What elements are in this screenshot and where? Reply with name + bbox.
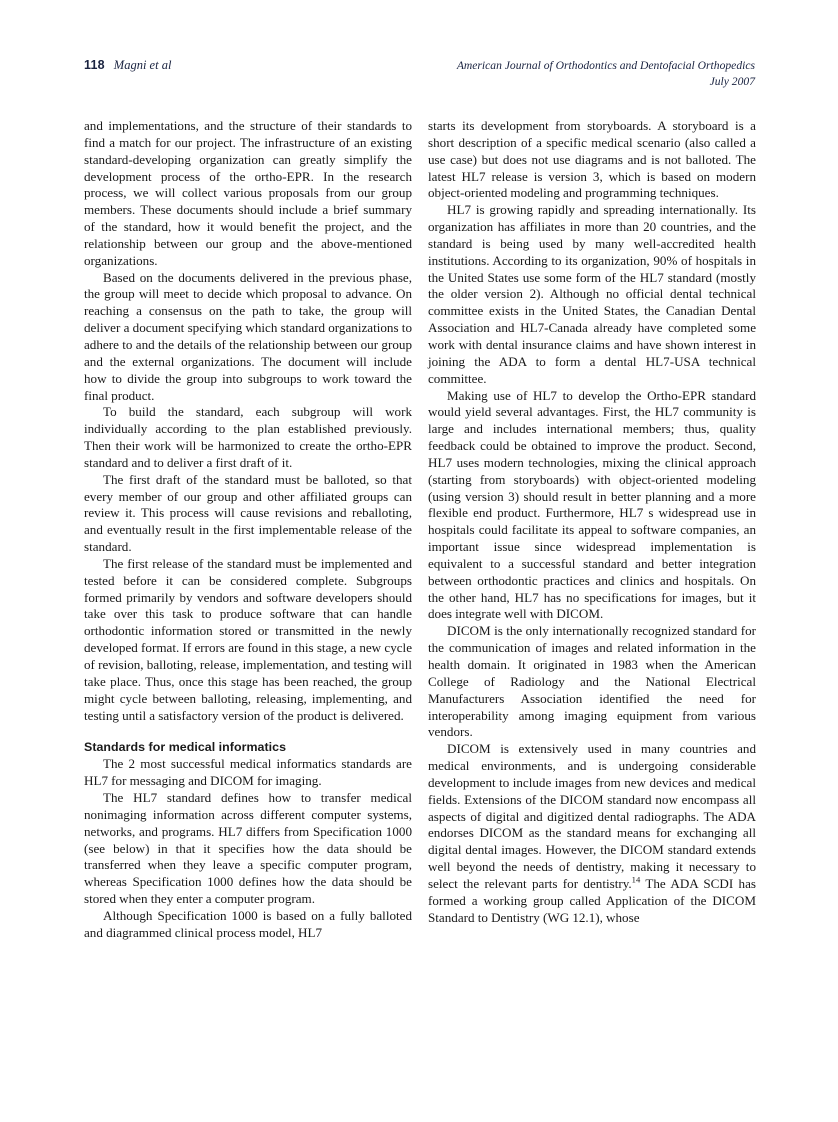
running-head-authors: Magni et al	[113, 58, 172, 72]
journal-issue-date: July 2007	[709, 75, 755, 89]
paragraph: starts its development from storyboards. A storyboard is a short description of a specific medical scenario (also called a use case) but does not use diagrams and is not balloted. The latest HL7 release is version 3, which is based on modern object-oriented modeling and programming techniques.	[428, 118, 756, 201]
left-column	[84, 118, 412, 1078]
section-heading: Standards for medical informatics	[84, 740, 287, 755]
paragraph: and implementations, and the structure of their standards to find a match for our project. The infrastructure of an existing standard-developing organization can greatly simplify the development process of the ortho-EPR. In the research process, we will collect various proposals from our group members. These documents should include a brief summary of the standard, how it would benefit the project, and the relationship between our group and the above-mentioned organizations.	[84, 118, 412, 268]
paragraph: The HL7 standard defines how to transfer medical nonimaging information across different computer systems, networks, and programs. HL7 differs from Specification 1000 (see below) in that it specifies how the data should be transferred when they leave a specific computer program, whereas Specification 1000 defines how the data should be stored when they enter a computer program.	[84, 790, 412, 907]
paragraph-text-before-reference: DICOM is extensively used in many countries and medical environments, and is undergoing considerable development to include images from new devices and medical fields. Extensions of the DICOM standard now encompass all aspects of digital and digitized dental radiographs. The ADA endorses DICOM as the standard means for exchanging all digital dental images. However, the DICOM standard extends well beyond the needs of dentistry, making it necessary to select the relevant parts for dentistry.	[428, 741, 756, 891]
paragraph: HL7 is growing rapidly and spreading internationally. Its organization has affiliates in more than 20 countries, and the standard is being used by many well-accredited health institutions. According to its organization, 90% of hospitals in the United States use some form of the HL7 standard (mostly the older version 2). Although no official dental technical committee exists in the United States, the Canadian Dental Association and HL7-Canada already have completed some work with dental insurance claims and have shown interest in joining the ADA to form a dental HL7-USA technical committee.	[428, 202, 756, 386]
paragraph-text-after-reference: The ADA SCDI has formed a working group called Application of the DICOM Standard to Dentistry (WG 12.1), whose	[428, 875, 756, 925]
running-head-right	[457, 58, 755, 91]
paragraph: The first release of the standard must be implemented and tested before it can be considered complete. Subgroups formed primarily by vendors and software developers should take over this task to produce software that can handle orthodontic information stored or transmitted in the newly developed format. If errors are found in this stage, a new cycle of revision, balloting, release, implementation, and testing will take place. Thus, once this stage has been reached, the group might cycle between balloting, releasing, implementing, and testing until a satisfactory version of the product is delivered.	[84, 555, 412, 723]
paragraph: Although Specification 1000 is based on a fully balloted and diagrammed clinical process model, HL7	[84, 907, 412, 940]
page-number: 118	[84, 58, 105, 72]
running-head-left	[84, 58, 171, 73]
running-head	[84, 58, 755, 91]
paragraph: To build the standard, each subgroup will work individually according to the plan established previously. Then their work will be harmonized to create the ortho-EPR standard and to deliver a first draft of it.	[84, 404, 412, 470]
body-columns	[84, 118, 756, 1078]
journal-title: American Journal of Orthodontics and Dentofacial Orthopedics	[456, 59, 755, 72]
paragraph: The 2 most successful medical informatics standards are HL7 for messaging and DICOM for imaging.	[84, 756, 412, 789]
reference-marker: 14	[631, 874, 641, 885]
paragraph: DICOM is the only internationally recognized standard for the communication of images and related information in the health domain. It originated in 1983 when the American College of Radiology and the National Electrical Manufacturers Association identified the need for interoperability among imaging equipment from various vendors.	[428, 623, 756, 740]
paragraph: Based on the documents delivered in the previous phase, the group will meet to decide which proposal to advance. On reaching a consensus on the path to take, the group will deliver a document specifying which standard organizations to adhere to and the details of the relationship between our group and the external organizations. The document will include how to divide the group into subgroups to work toward the final product.	[84, 269, 412, 403]
right-column	[428, 118, 756, 1078]
paragraph-with-reference	[428, 741, 756, 926]
paragraph: Making use of HL7 to develop the Ortho-EPR standard would yield several advantages. First, the HL7 community is large and includes international members; thus, quality feedback could be obtained to improve the product. Second, HL7 uses modern technologies, mixing the clinical approach (starting from storyboards) with object-oriented modeling (using version 3) should result in better planning and a more flexible end product. Furthermore, HL7 s widespread use in hospitals could facilitate its appeal to software companies, an important issue since widespread implementation is equivalent to a successful standard and better integration between orthodontic practices and clinics and hospitals. On the other hand, HL7 has no specifications for images, but it does integrate well with DICOM.	[428, 387, 756, 622]
paragraph: The first draft of the standard must be balloted, so that every member of our group and other affiliated groups can review it. This process will cause revisions and reballoting, and eventually result in the first implementable release of the standard.	[84, 471, 412, 555]
